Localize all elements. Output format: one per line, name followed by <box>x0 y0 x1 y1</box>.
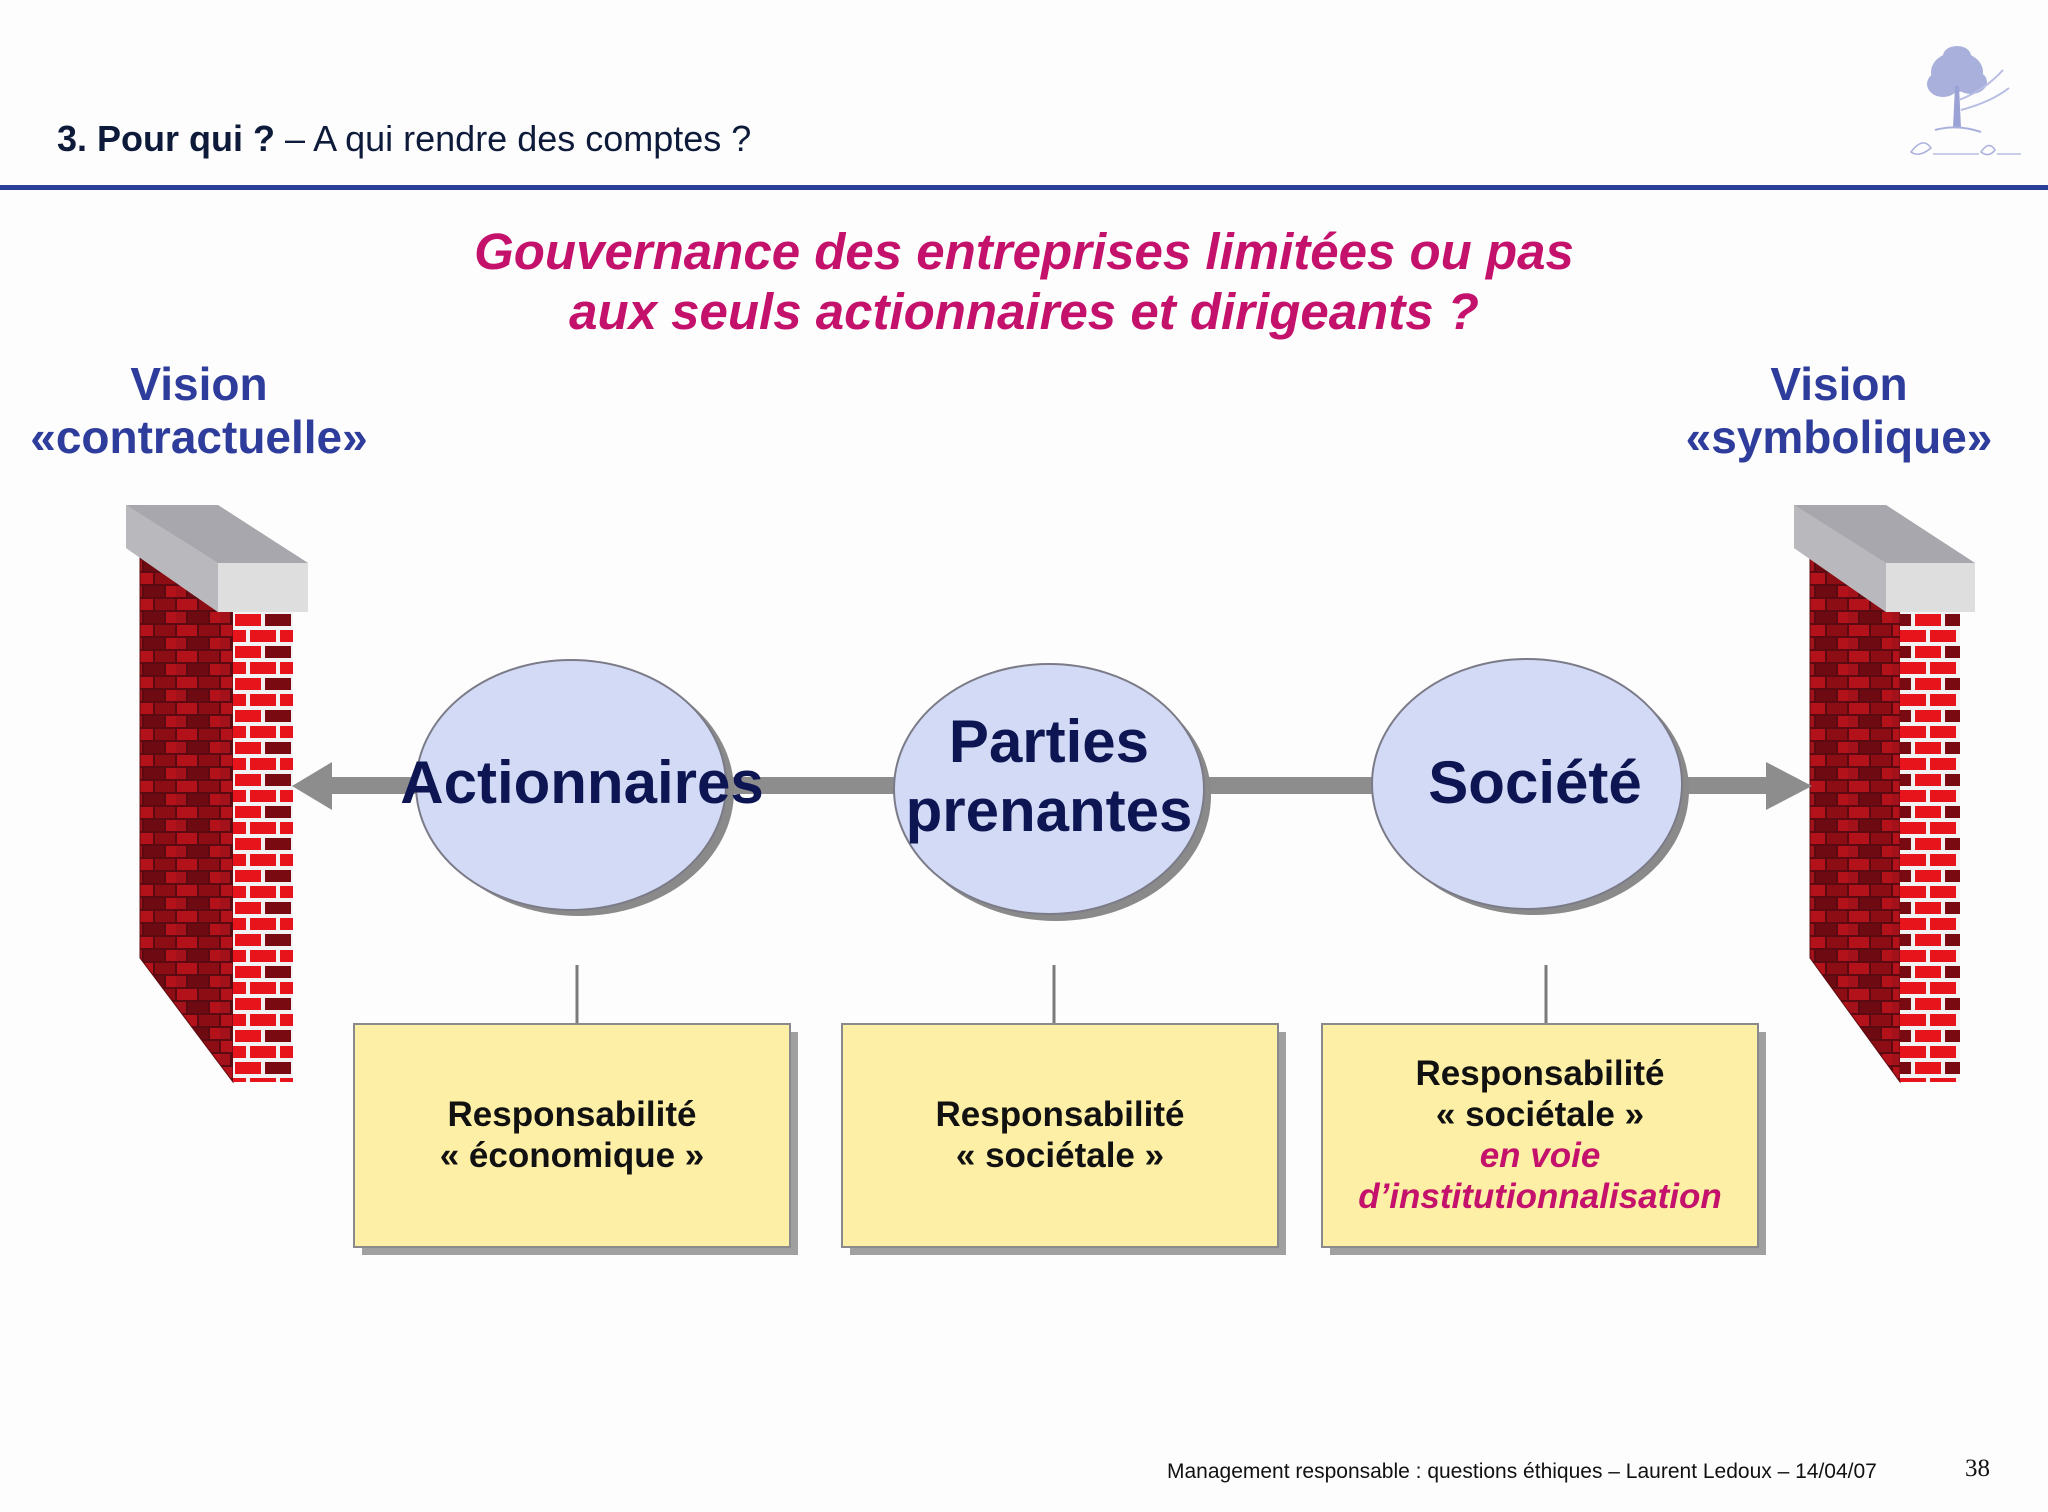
node-parties-line-1: Parties <box>948 708 1150 775</box>
footer-credit: Management responsable : questions éthiques – Laurent Ledoux – 14/04/07 <box>1167 1460 1877 1483</box>
box-economique-line-2: « économique » <box>439 1136 705 1175</box>
vision-left-line-2: «contractuelle» <box>30 411 368 463</box>
node-actionnaires: Actionnaires <box>400 749 764 816</box>
box-institution-line-1: Responsabilité <box>1415 1054 1665 1093</box>
left-brick-wall <box>126 505 308 1082</box>
arrow-right-head-icon <box>1766 762 1812 810</box>
box-institution-line-4: d’institutionnalisation <box>1358 1177 1722 1216</box>
box-institution-line-3: en voie <box>1479 1136 1601 1175</box>
box-societale-line-2: « sociétale » <box>955 1136 1165 1175</box>
box-economique-line-1: Responsabilité <box>447 1095 697 1134</box>
right-brick-wall <box>1794 505 1975 1082</box>
page-number: 38 <box>1965 1455 1990 1482</box>
box-economique-text <box>354 1094 790 1176</box>
title-line-1: Gouvernance des entreprises limitées ou pas <box>474 223 1574 280</box>
section-subtitle: – A qui rendre des comptes ? <box>285 118 752 159</box>
vision-left-line-1: Vision <box>130 358 268 410</box>
vision-right-line-1: Vision <box>1770 358 1908 410</box>
box-institution-text <box>1322 1053 1758 1217</box>
arrow-left-head-icon <box>292 762 332 810</box>
box-societale-text <box>842 1094 1278 1176</box>
box-institution-line-2: « sociétale » <box>1435 1095 1645 1134</box>
node-societe: Société <box>1428 749 1642 816</box>
box-societale-line-1: Responsabilité <box>935 1095 1185 1134</box>
vision-right-line-2: «symbolique» <box>1685 411 1993 463</box>
section-label: 3. Pour qui ? <box>57 118 276 159</box>
title-line-2: aux seuls actionnaires et dirigeants ? <box>569 283 1479 340</box>
node-parties-line-2: prenantes <box>905 777 1193 844</box>
